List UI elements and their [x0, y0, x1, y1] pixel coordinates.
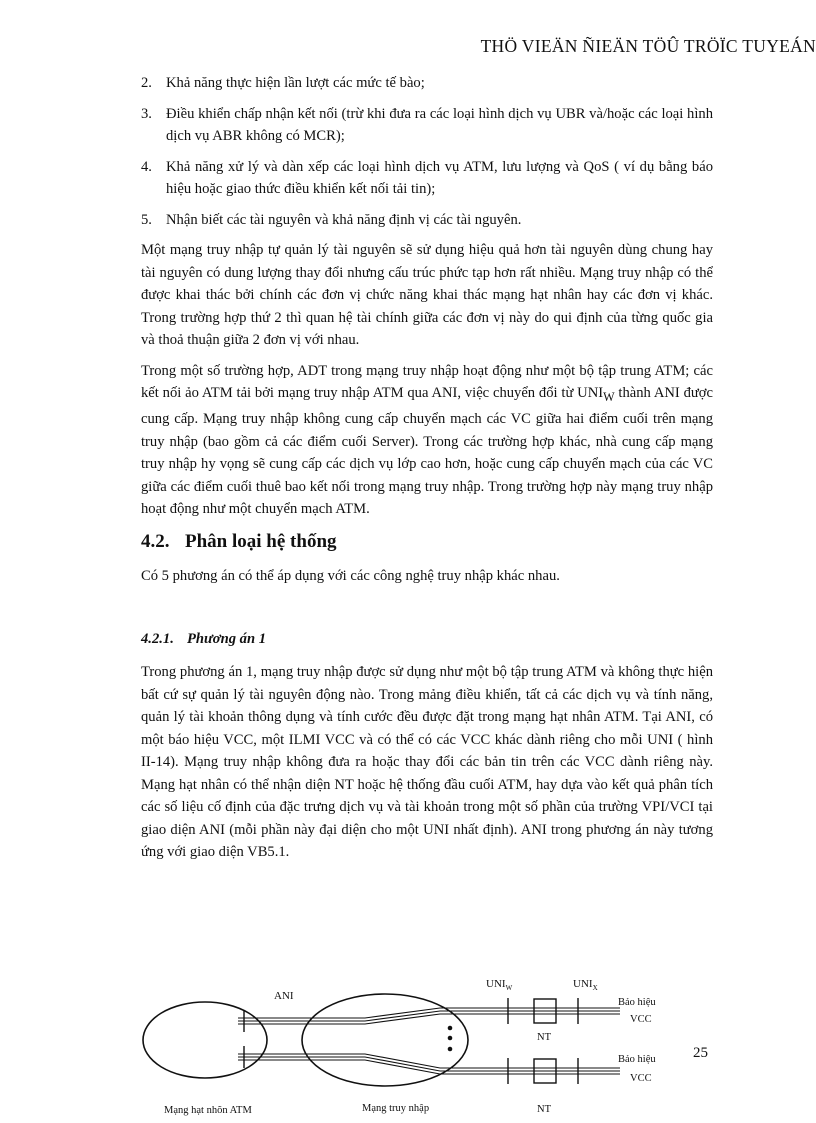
subsection-number: 4.2.1. [141, 631, 174, 648]
ellipsis-dot [448, 1036, 453, 1041]
paragraph-options-intro: Có 5 phương án có thể áp dụng với các công nghệ truy nhập khác nhau. [141, 567, 560, 584]
paragraph-atm-concentrator [141, 360, 713, 521]
section-heading [141, 529, 713, 555]
list-item-text: Khả năng xử lý và dàn xếp các loại hình dịch vụ ATM, lưu lượng và QoS ( ví dụ bằng báo hiệu hoặc giao thức điều khiển kết nối tải tin); [166, 158, 713, 197]
paragraph-text: Trong một số trường hợp, ADT trong mạng truy nhập hoạt động như một bộ tập trung ATM; các kết nối ảo ATM tải bởi mạng truy nhập ATM qua ANI, việc chuyển đổi từ UNI [141, 362, 713, 401]
access-network-label: Mạng truy nhập [362, 1103, 430, 1114]
list-item [141, 72, 713, 95]
paragraph-option-1: Trong phương án 1, mạng truy nhập được sử dụng như một bộ tập trung ATM và không thực hiện bất cứ sự quản lý tài nguyên động nào. Trong mảng điều khiển, tất cả các dịch vụ và tính năng, quản lý tài khoản thông dụng và tính cước đều được đặt trong mạng hạt nhân ATM. Tại ANI, có một báo hiệu VCC, một ILMI VCC và có thể có các VCC khác dành riêng cho mỗi UNI ( hình II-14). Mạng truy nhập không đưa ra hoặc thay đổi các bản tin trên các VCC dành riêng này. Mạng hạt nhân có thể nhận diện NT hoặc hệ thống đầu cuối ATM, hay dựa vào kết quả phân tích các số liệu cố định của đặc trưng dịch vụ và tài khoản trong một số phần của trường VPI/VCI tại giao diện ANI (mỗi phần này đại diện cho một UNI nhất định). ANI trong phương án này tương ứng với giao diện VB5.1. [141, 664, 713, 861]
section-number: 4.2. [141, 530, 170, 552]
list-item-text: Điều khiển chấp nhận kết nối (trừ khi đưa ra các loại hình dịch vụ UBR và/hoặc các loại hình dịch vụ ABR không có MCR); [166, 105, 713, 144]
library-header: THÖ VIEÄN ÑIEÄN TÖÛ TRÖÏC TUYEÁN [480, 36, 816, 56]
signal-bottom-line2: VCC [630, 1073, 652, 1084]
unix-label-sub: X [592, 984, 598, 992]
list-item [141, 209, 713, 232]
section-title: Phân loại hệ thống [185, 530, 337, 552]
signal-top-line1: Bảo hiệu [618, 997, 656, 1008]
signal-bottom-line1: Bảo hiệu [618, 1054, 656, 1065]
uniw-label-sub: W [505, 984, 513, 992]
paragraph-resource-management: Một mạng truy nhập tự quản lý tài nguyên sẽ sử dụng hiệu quả hơn tài nguyên dùng chung hay tài nguyên có dung lượng thay đổi nhưng cấu trúc phức tạp hơn rất nhiều. Mạng truy nhập có thể được khai thác bởi chính các đơn vị chức năng khai thác mạng hạt nhân hay các đơn vị khác. Trong trường hợp thứ 2 thì quan hệ tài chính giữa các đơn vị này do qui định của từng quốc gia và thoả thuận giữa 2 đơn vị với nhau. [141, 242, 713, 348]
page-number: 25 [693, 1045, 708, 1061]
subsection-title: Phương án 1 [187, 631, 267, 648]
bottom-link-lines [238, 1054, 620, 1074]
signal-top-line2: VCC [630, 1014, 652, 1025]
unix-label-text: UNI [573, 978, 593, 990]
list-item-number: 5. [141, 211, 152, 228]
uni-subscript: W [603, 389, 615, 404]
paragraph-text: thành ANI được cung cấp. Mạng truy nhập không cung cấp chuyển mạch các VC giữa hai điểm cuối trên mạng truy nhập (bao gồm cả các điểm cuối Server). Trong các trường hợp khác, nhà cung cấp mạng truy nhập hy vọng sẽ cung cấp các dịch vụ lớp cao hơn, hoặc cung cấp chuyển mạch của các VC giữa các điểm cuối thuê bao kết nối trong mạng truy nhập. Trong trường hợp này mạng truy nhập hoạt động như một chuyển mạch ATM. [141, 385, 713, 518]
subsection-heading [141, 629, 713, 649]
list-item-number: 4. [141, 158, 152, 175]
list-item [141, 156, 713, 201]
list-item-text: Nhận biết các tài nguyên và khả năng định vị các tài nguyên. [166, 211, 522, 228]
list-item-number: 3. [141, 105, 152, 122]
ellipsis-dot [448, 1026, 453, 1031]
unix-label [573, 978, 598, 992]
list-item [141, 103, 713, 148]
uniw-label [486, 978, 513, 992]
core-network-ellipse [143, 1002, 267, 1078]
core-network-label: Mạng hạt nhõn ATM [164, 1105, 252, 1116]
list-item-number: 2. [141, 75, 152, 91]
page-body [141, 72, 713, 872]
top-link-lines [238, 1008, 620, 1024]
uniw-label-text: UNI [486, 978, 506, 990]
ani-label: ANI [274, 990, 294, 1002]
ellipsis-dot [448, 1047, 453, 1052]
network-diagram [140, 968, 740, 1118]
nt-bottom-label: NT [537, 1104, 551, 1115]
nt-top-label: NT [537, 1032, 551, 1043]
list-item-text: Khả năng thực hiện lần lượt các mức tế bào; [166, 75, 425, 91]
